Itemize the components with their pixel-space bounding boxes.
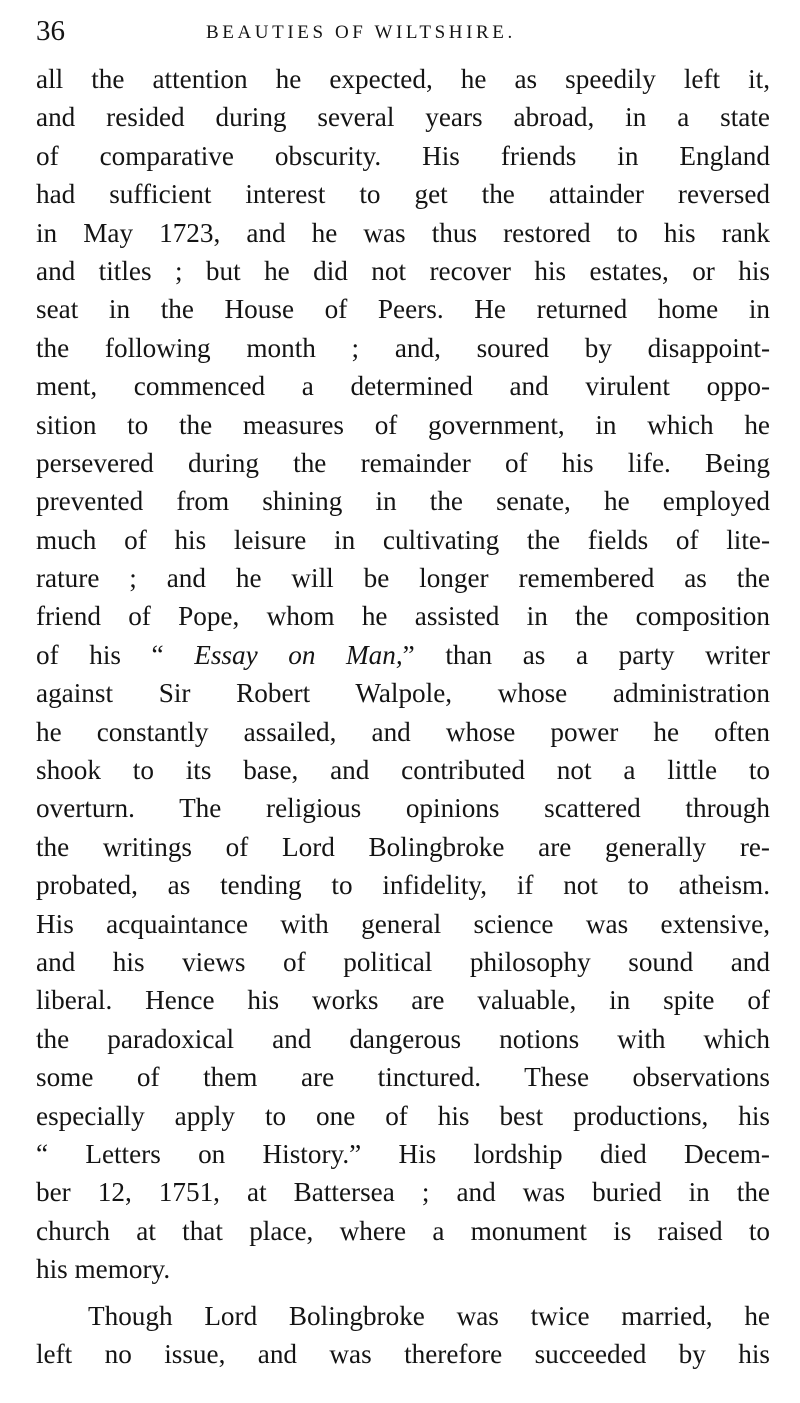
paragraph-2: [36, 1297, 770, 1374]
text-line: church at that place, where a monument is raised to: [36, 1215, 770, 1246]
text-line: ment, commenced a determined and virulent oppo-: [36, 371, 770, 402]
text-line: the paradoxical and dangerous notions with which: [36, 1023, 770, 1054]
paragraph-1: [36, 60, 770, 1289]
text-line: seat in the House of Peers. He returned home in: [36, 294, 770, 325]
text-line-with-title: [36, 636, 770, 674]
body-text: [36, 60, 770, 1373]
text-line: all the attention he expected, he as speedily left it,: [36, 64, 770, 94]
text-line: especially apply to one of his best productions, his: [36, 1100, 770, 1131]
text-line: His acquaintance with general science was extensive,: [36, 908, 770, 939]
text-line: of comparative obscurity. His friends in England: [36, 140, 770, 171]
text-line: much of his leisure in cultivating the fields of lite-: [36, 524, 770, 555]
text-line: Though Lord Bolingbroke was twice married, he: [88, 1300, 770, 1331]
text-line: he constantly assailed, and whose power he often: [36, 716, 770, 747]
text-line: sition to the measures of government, in which he: [36, 409, 770, 440]
text-line: probated, as tending to infidelity, if not to atheism.: [36, 870, 770, 901]
text-line: “ Letters on History.” His lordship died Decem-: [36, 1138, 770, 1169]
text-line: the writings of Lord Bolingbroke are generally re-: [36, 831, 770, 862]
book-title-italic: Essay on Man,: [194, 639, 403, 670]
text-line: persevered during the remainder of his life. Being: [36, 447, 770, 478]
text-line: overturn. The religious opinions scattered through: [36, 793, 770, 824]
text-line: and titles ; but he did not recover his estates, or his: [36, 255, 770, 286]
text-line: and his views of political philosophy sound and: [36, 946, 770, 977]
text-after-title: ” than as a party writer: [402, 639, 770, 670]
text-line: shook to its base, and contributed not a little to: [36, 755, 770, 786]
text-line: some of them are tinctured. These observations: [36, 1062, 770, 1093]
text-line: prevented from shining in the senate, he employed: [36, 486, 770, 517]
text-line: had sufficient interest to get the attainder reversed: [36, 179, 770, 210]
page-number: 36: [36, 15, 65, 47]
running-title: BEAUTIES OF WILTSHIRE.: [206, 22, 516, 43]
text-before-title: of his “: [36, 639, 195, 670]
text-line: in May 1723, and he was thus restored to his rank: [36, 217, 770, 248]
text-line: his memory.: [36, 1254, 171, 1285]
text-line: friend of Pope, whom he assisted in the composition: [36, 601, 770, 632]
text-line: left no issue, and was therefore succeeded by his: [36, 1338, 770, 1369]
text-line: rature ; and he will be longer remembered as the: [36, 563, 770, 594]
text-line: against Sir Robert Walpole, whose administration: [36, 678, 770, 709]
paragraph-gap: [36, 1289, 770, 1297]
text-line: ber 12, 1751, at Battersea ; and was buried in the: [36, 1177, 770, 1208]
text-line: the following month ; and, soured by disappoint-: [36, 332, 770, 363]
text-line: liberal. Hence his works are valuable, in spite of: [36, 985, 770, 1016]
page-header: [36, 14, 770, 56]
text-line: and resided during several years abroad, in a state: [36, 102, 770, 133]
